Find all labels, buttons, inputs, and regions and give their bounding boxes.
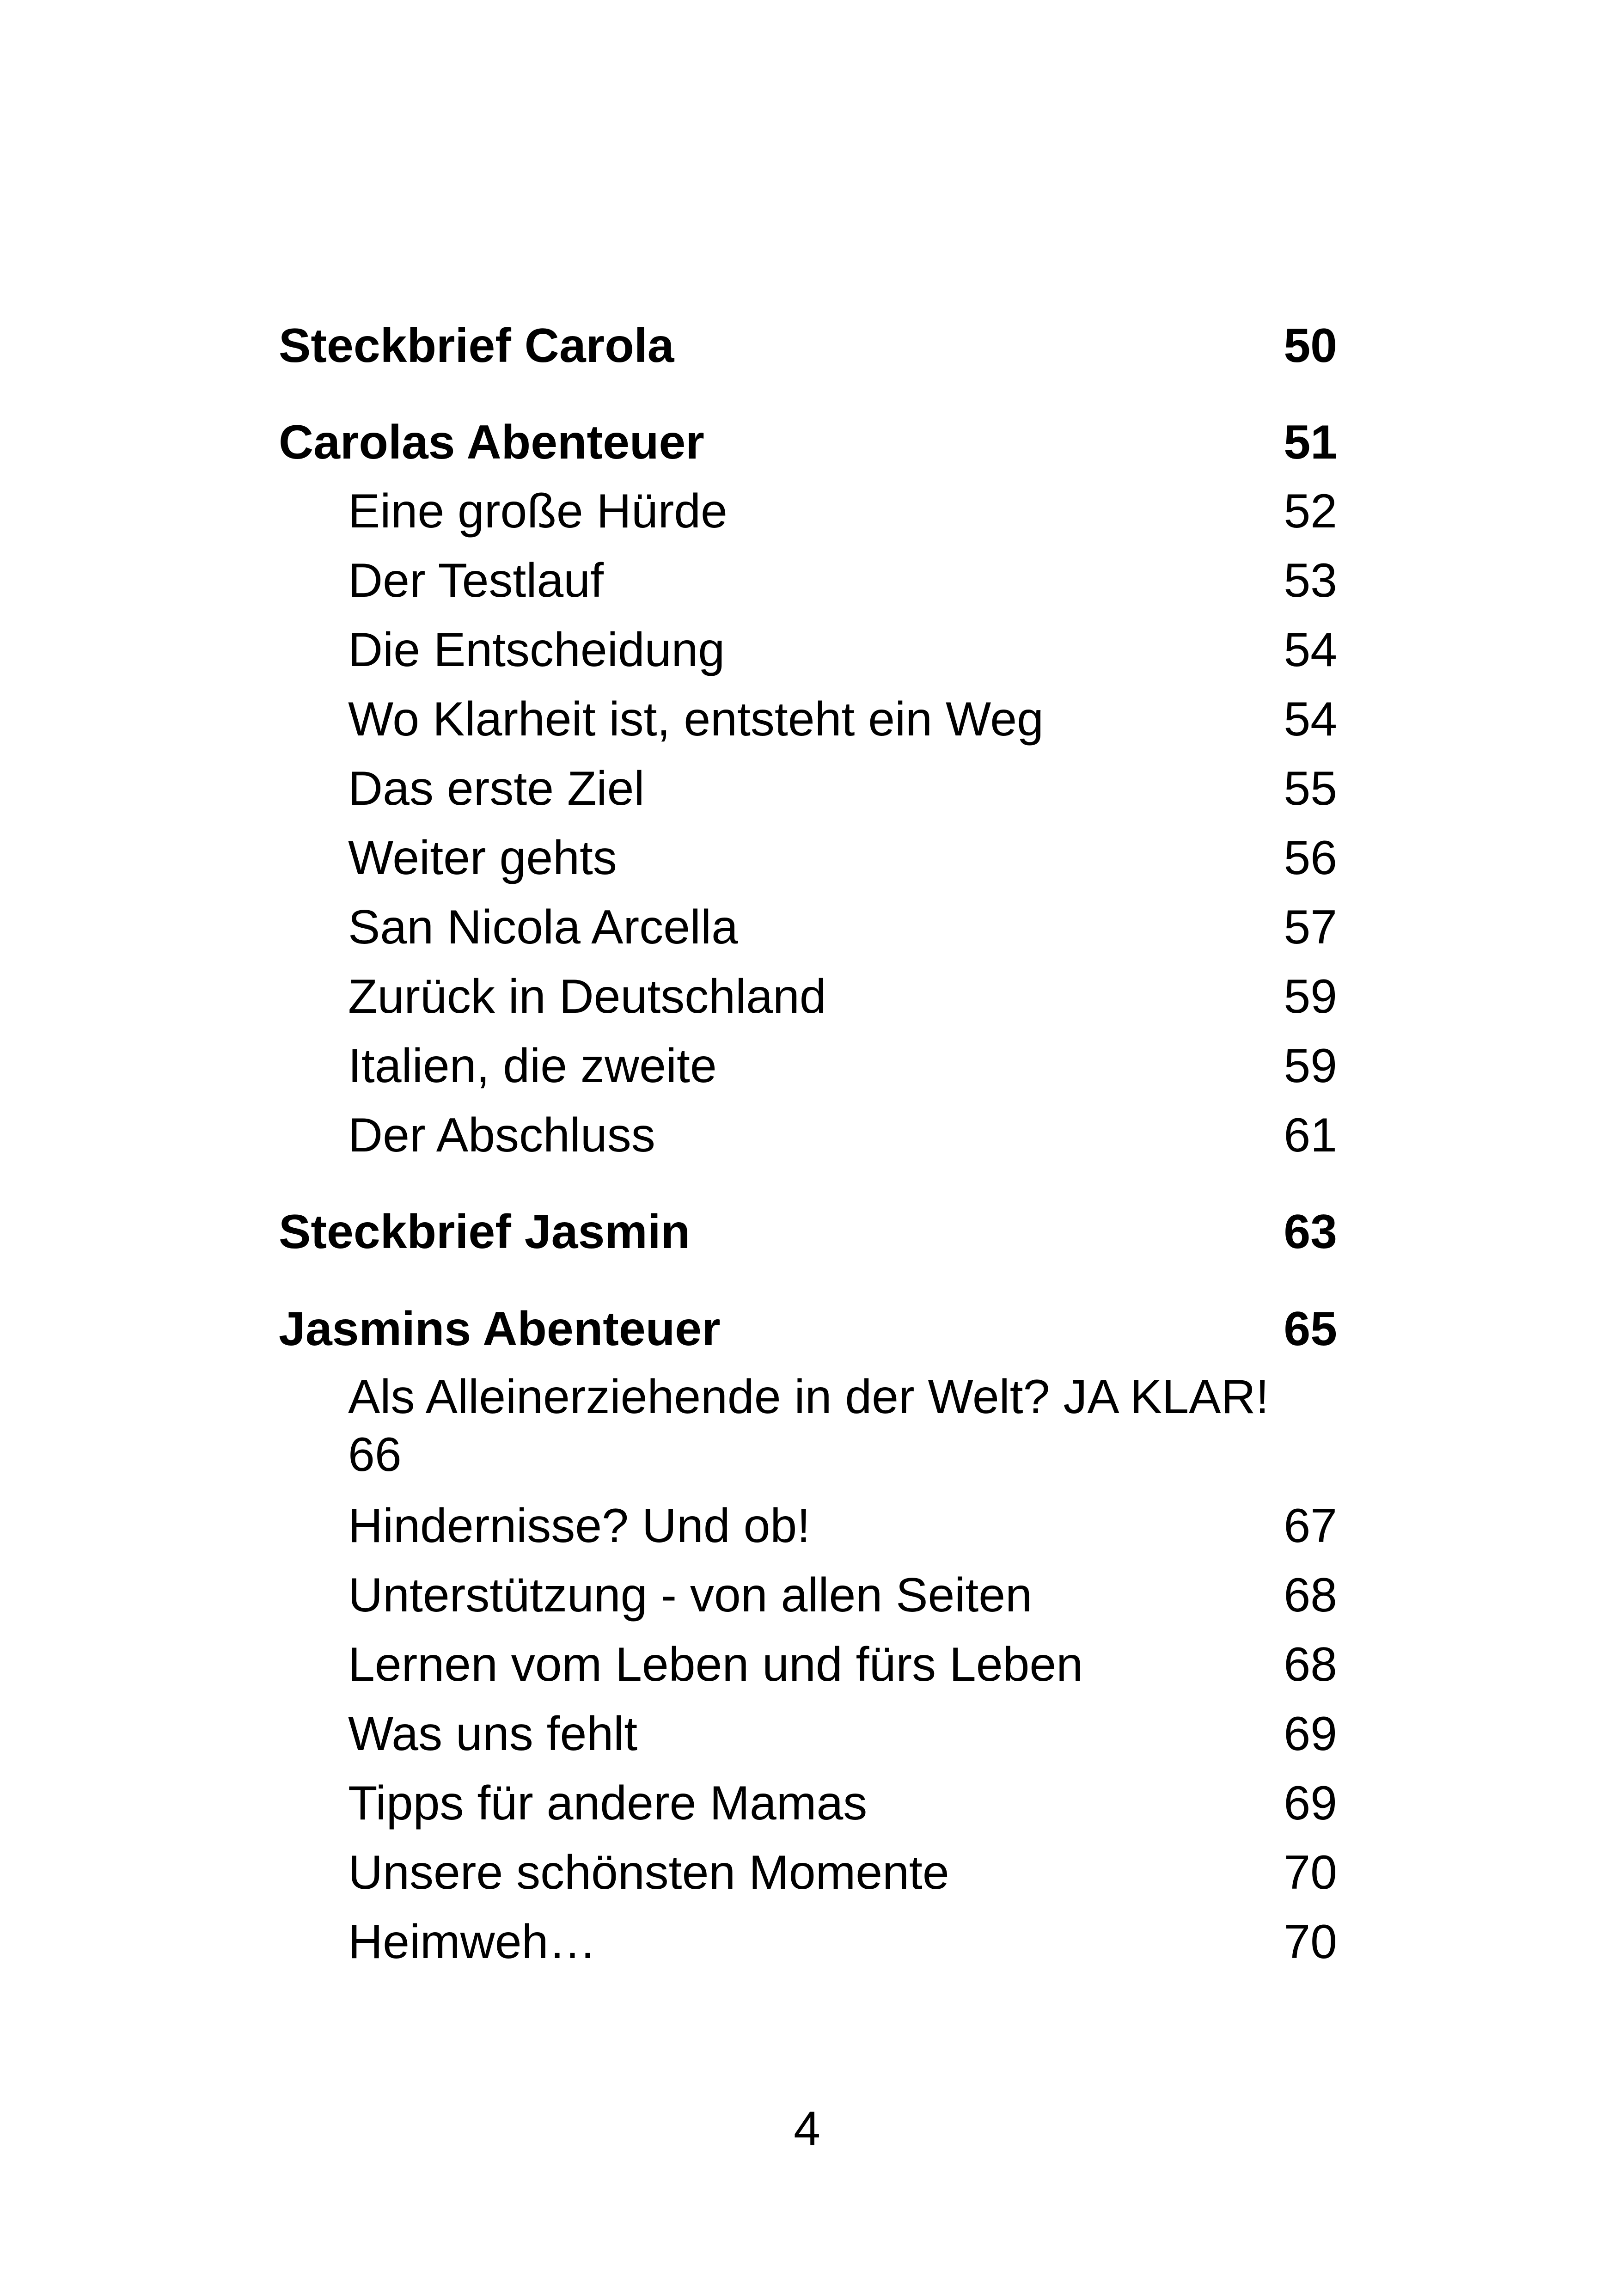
toc-entry-title: Was uns fehlt (348, 1707, 638, 1761)
toc-entry-title: Unterstützung - von allen Seiten (348, 1568, 1032, 1622)
toc-entry-title: Hindernisse? Und ob! (348, 1499, 811, 1553)
toc-entry-page: 50 (1284, 319, 1337, 373)
toc-entry-page: 63 (1284, 1205, 1337, 1259)
toc-entry-title: San Nicola Arcella (348, 900, 738, 954)
toc-entry-page: 54 (1284, 692, 1337, 746)
toc-entry-page: 69 (1284, 1707, 1337, 1761)
toc-entry-title: Lernen vom Leben und fürs Leben (348, 1638, 1083, 1691)
toc-entry-page: 70 (1284, 1846, 1337, 1899)
toc-entry-title: Steckbrief Jasmin (279, 1205, 691, 1259)
toc-entry-page: 53 (1284, 554, 1337, 607)
toc-entry-page: 68 (1284, 1638, 1337, 1691)
toc-entry-title: Die Entscheidung (348, 623, 725, 677)
toc-entry-page: 52 (1284, 484, 1337, 538)
toc-entry-title: Jasmins Abenteuer (279, 1302, 721, 1356)
toc-entry-page: 51 (1284, 416, 1337, 469)
toc-entry-page: 68 (1284, 1568, 1337, 1622)
toc-entry-page: 57 (1284, 900, 1337, 954)
toc-entry-page: 67 (1284, 1499, 1337, 1553)
toc-entry-title: Italien, die zweite (348, 1039, 717, 1093)
toc-entry-title: Heimweh… (348, 1915, 597, 1969)
toc-entry-page: 59 (1284, 1039, 1337, 1093)
toc-entry-title: Das erste Ziel (348, 762, 645, 815)
toc-entry-title: Der Abschluss (348, 1108, 655, 1162)
toc-entry-title: Steckbrief Carola (279, 319, 674, 373)
toc-entry-page: 59 (1284, 970, 1337, 1023)
toc-entry-title: Eine große Hürde (348, 484, 728, 538)
toc-entry-title: Tipps für andere Mamas (348, 1776, 868, 1830)
toc-entry-page: 56 (1284, 831, 1337, 885)
toc-entry-title: Der Testlauf (348, 554, 604, 607)
toc-entry-page: 55 (1284, 762, 1337, 815)
toc-entry-page: 65 (1284, 1302, 1337, 1356)
toc-entry-page: 66 (348, 1428, 402, 1482)
toc-entry-title: Unsere schönsten Momente (348, 1846, 949, 1899)
toc-entry-page: 54 (1284, 623, 1337, 677)
toc-entry-title: Weiter gehts (348, 831, 617, 885)
toc-entry-title: Wo Klarheit ist, entsteht ein Weg (348, 692, 1044, 746)
toc-entry-title: Als Alleinerziehende in der Welt? JA KLAR! (348, 1370, 1269, 1424)
toc-entry-page: 70 (1284, 1915, 1337, 1969)
page-number: 4 (794, 2102, 820, 2155)
toc-entry-title: Zurück in Deutschland (348, 970, 826, 1023)
toc-entry-title: Carolas Abenteuer (279, 416, 704, 469)
toc-entry-page: 61 (1284, 1108, 1337, 1162)
toc-entry-page: 69 (1284, 1776, 1337, 1830)
